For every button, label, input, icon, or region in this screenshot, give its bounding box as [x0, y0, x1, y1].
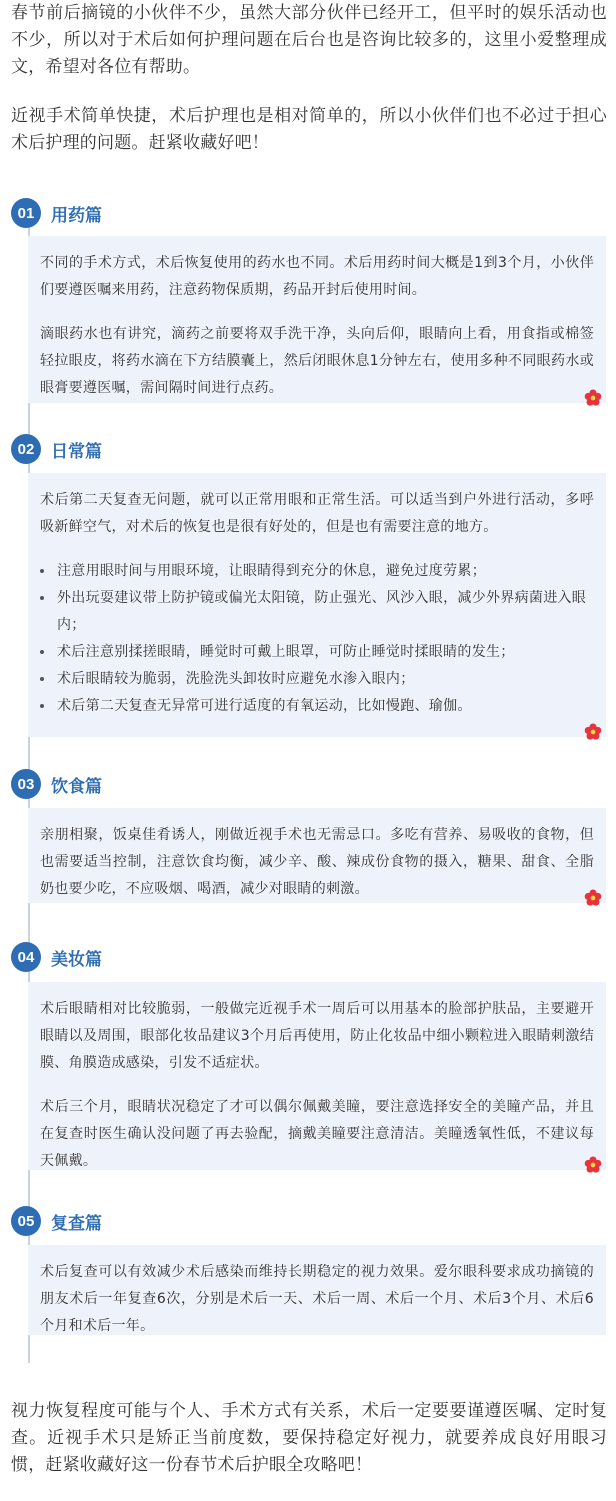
section-number-badge: 04 [11, 942, 41, 972]
section-number-badge: 03 [11, 769, 41, 799]
section-number-badge: 01 [11, 198, 41, 228]
list-item: • 术后眼睛较为脆弱，洗脸洗头卸妆时应避免水渗入眼内； [55, 666, 594, 693]
section-paragraph: 术后第二天复查无问题，就可以正常用眼和正常生活。可以适当到户外进行活动，多呼吸新鲜空气，对术后的恢复也是很有好处的，但是也有需要注意的地方。 [40, 492, 594, 535]
flower-icon [584, 723, 602, 741]
section-header-02 [11, 434, 102, 464]
section-paragraph: 术后三个月，眼睛状况稳定了才可以偶尔佩戴美瞳，要注意选择安全的美瞳产品，并且在复查时医生确认没问题了再去验配，摘戴美瞳要注意清洁。美瞳透氧性低，不建议每天佩戴。 [40, 1099, 594, 1169]
flower-icon [584, 1156, 602, 1174]
list-item: • 外出玩耍建议带上防护镜或偏光太阳镜，防止强光、风沙入眼，减少外界病菌进入眼内； [55, 585, 594, 639]
list-item: • 术后第二天复查无异常可进行适度的有氧运动，比如慢跑、瑜伽。 [55, 693, 594, 720]
list-item: • 注意用眼时间与用眼环境，让眼睛得到充分的休息，避免过度劳累； [55, 558, 594, 585]
list-item: • 术后注意别揉搓眼睛，睡觉时可戴上眼罩，可防止睡觉时揉眼睛的发生； [55, 639, 594, 666]
section-paragraph: 不同的手术方式，术后恢复使用的药水也不同。术后用药时间大概是1到3个月，小伙伴们要遵医嘱来用药，注意药物保质期，药品开封后使用时间。 [40, 255, 594, 298]
section-header-05 [11, 1206, 102, 1236]
section-paragraph: 亲朋相聚，饭桌佳肴诱人，刚做近视手术也无需忌口。多吃有营养、易吸收的食物，但也需要适当控制，注意饮食均衡，减少辛、酸、辣成份食物的摄入，糖果、甜食、全脂奶也要少吃，不应吸烟、喝酒，减少对眼睛的刺激。 [40, 827, 594, 897]
section-box-02 [28, 473, 606, 737]
flower-icon [584, 889, 602, 907]
section-paragraph: 术后眼睛相对比较脆弱，一般做完近视手术一周后可以用基本的脸部护肤品，主要避开眼睛以及周围，眼部化妆品建议3个月后再使用，防止化妆品中细小颗粒进入眼睛刺激结膜、角膜造成感染，引发不适症状。 [40, 1001, 594, 1071]
section-box-01 [28, 236, 606, 403]
section-paragraph: 术后复查可以有效减少术后感染而维持长期稳定的视力效果。爱尔眼科要求成功摘镜的朋友术后一年复查6次，分别是术后一天、术后一周、术后一个月、术后3个月、术后6个月和术后一年。 [40, 1264, 594, 1334]
outro-paragraph: 视力恢复程度可能与个人、手术方式有关系，术后一定要要谨遵医嘱、定时复查。近视手术只是矫正当前度数，要保持稳定好视力，就要养成良好用眼习惯，赶紧收藏好这一份春节术后护眼全攻略吧！ [11, 1401, 607, 1475]
section-paragraph: 滴眼药水也有讲究，滴药之前要将双手洗干净，头向后仰，眼睛向上看，用食指或棉签轻拉眼皮，将药水滴在下方结膜囊上，然后闭眼休息1分钟左右，使用多种不同眼药水或眼膏要遵医嘱，需间隔时间进行点药。 [40, 326, 594, 396]
section-box-04 [28, 982, 606, 1170]
section-title: 用药篇 [51, 205, 102, 226]
section-box-03 [28, 808, 606, 903]
flower-icon [584, 389, 602, 407]
section-title: 复查篇 [51, 1213, 102, 1234]
section-header-04 [11, 942, 102, 972]
section-box-05 [28, 1245, 606, 1335]
section-title: 饮食篇 [51, 776, 102, 797]
section-header-01 [11, 198, 102, 228]
section-number-badge: 05 [11, 1206, 41, 1236]
section-title: 日常篇 [51, 441, 102, 462]
section-number-badge: 02 [11, 434, 41, 464]
intro-paragraph-2: 近视手术简单快捷，术后护理也是相对简单的，所以小伙伴们也不必过于担心术后护理的问题。赶紧收藏好吧！ [11, 106, 607, 153]
section-header-03 [11, 769, 102, 799]
intro-paragraph-1: 春节前后摘镜的小伙伴不少，虽然大部分伙伴已经开工，但平时的娱乐活动也不少，所以对于术后如何护理问题在后台也是咨询比较多的，这里小爱整理成文，希望对各位有帮助。 [11, 3, 607, 77]
bullet-list [40, 558, 594, 720]
section-title: 美妆篇 [51, 949, 102, 970]
